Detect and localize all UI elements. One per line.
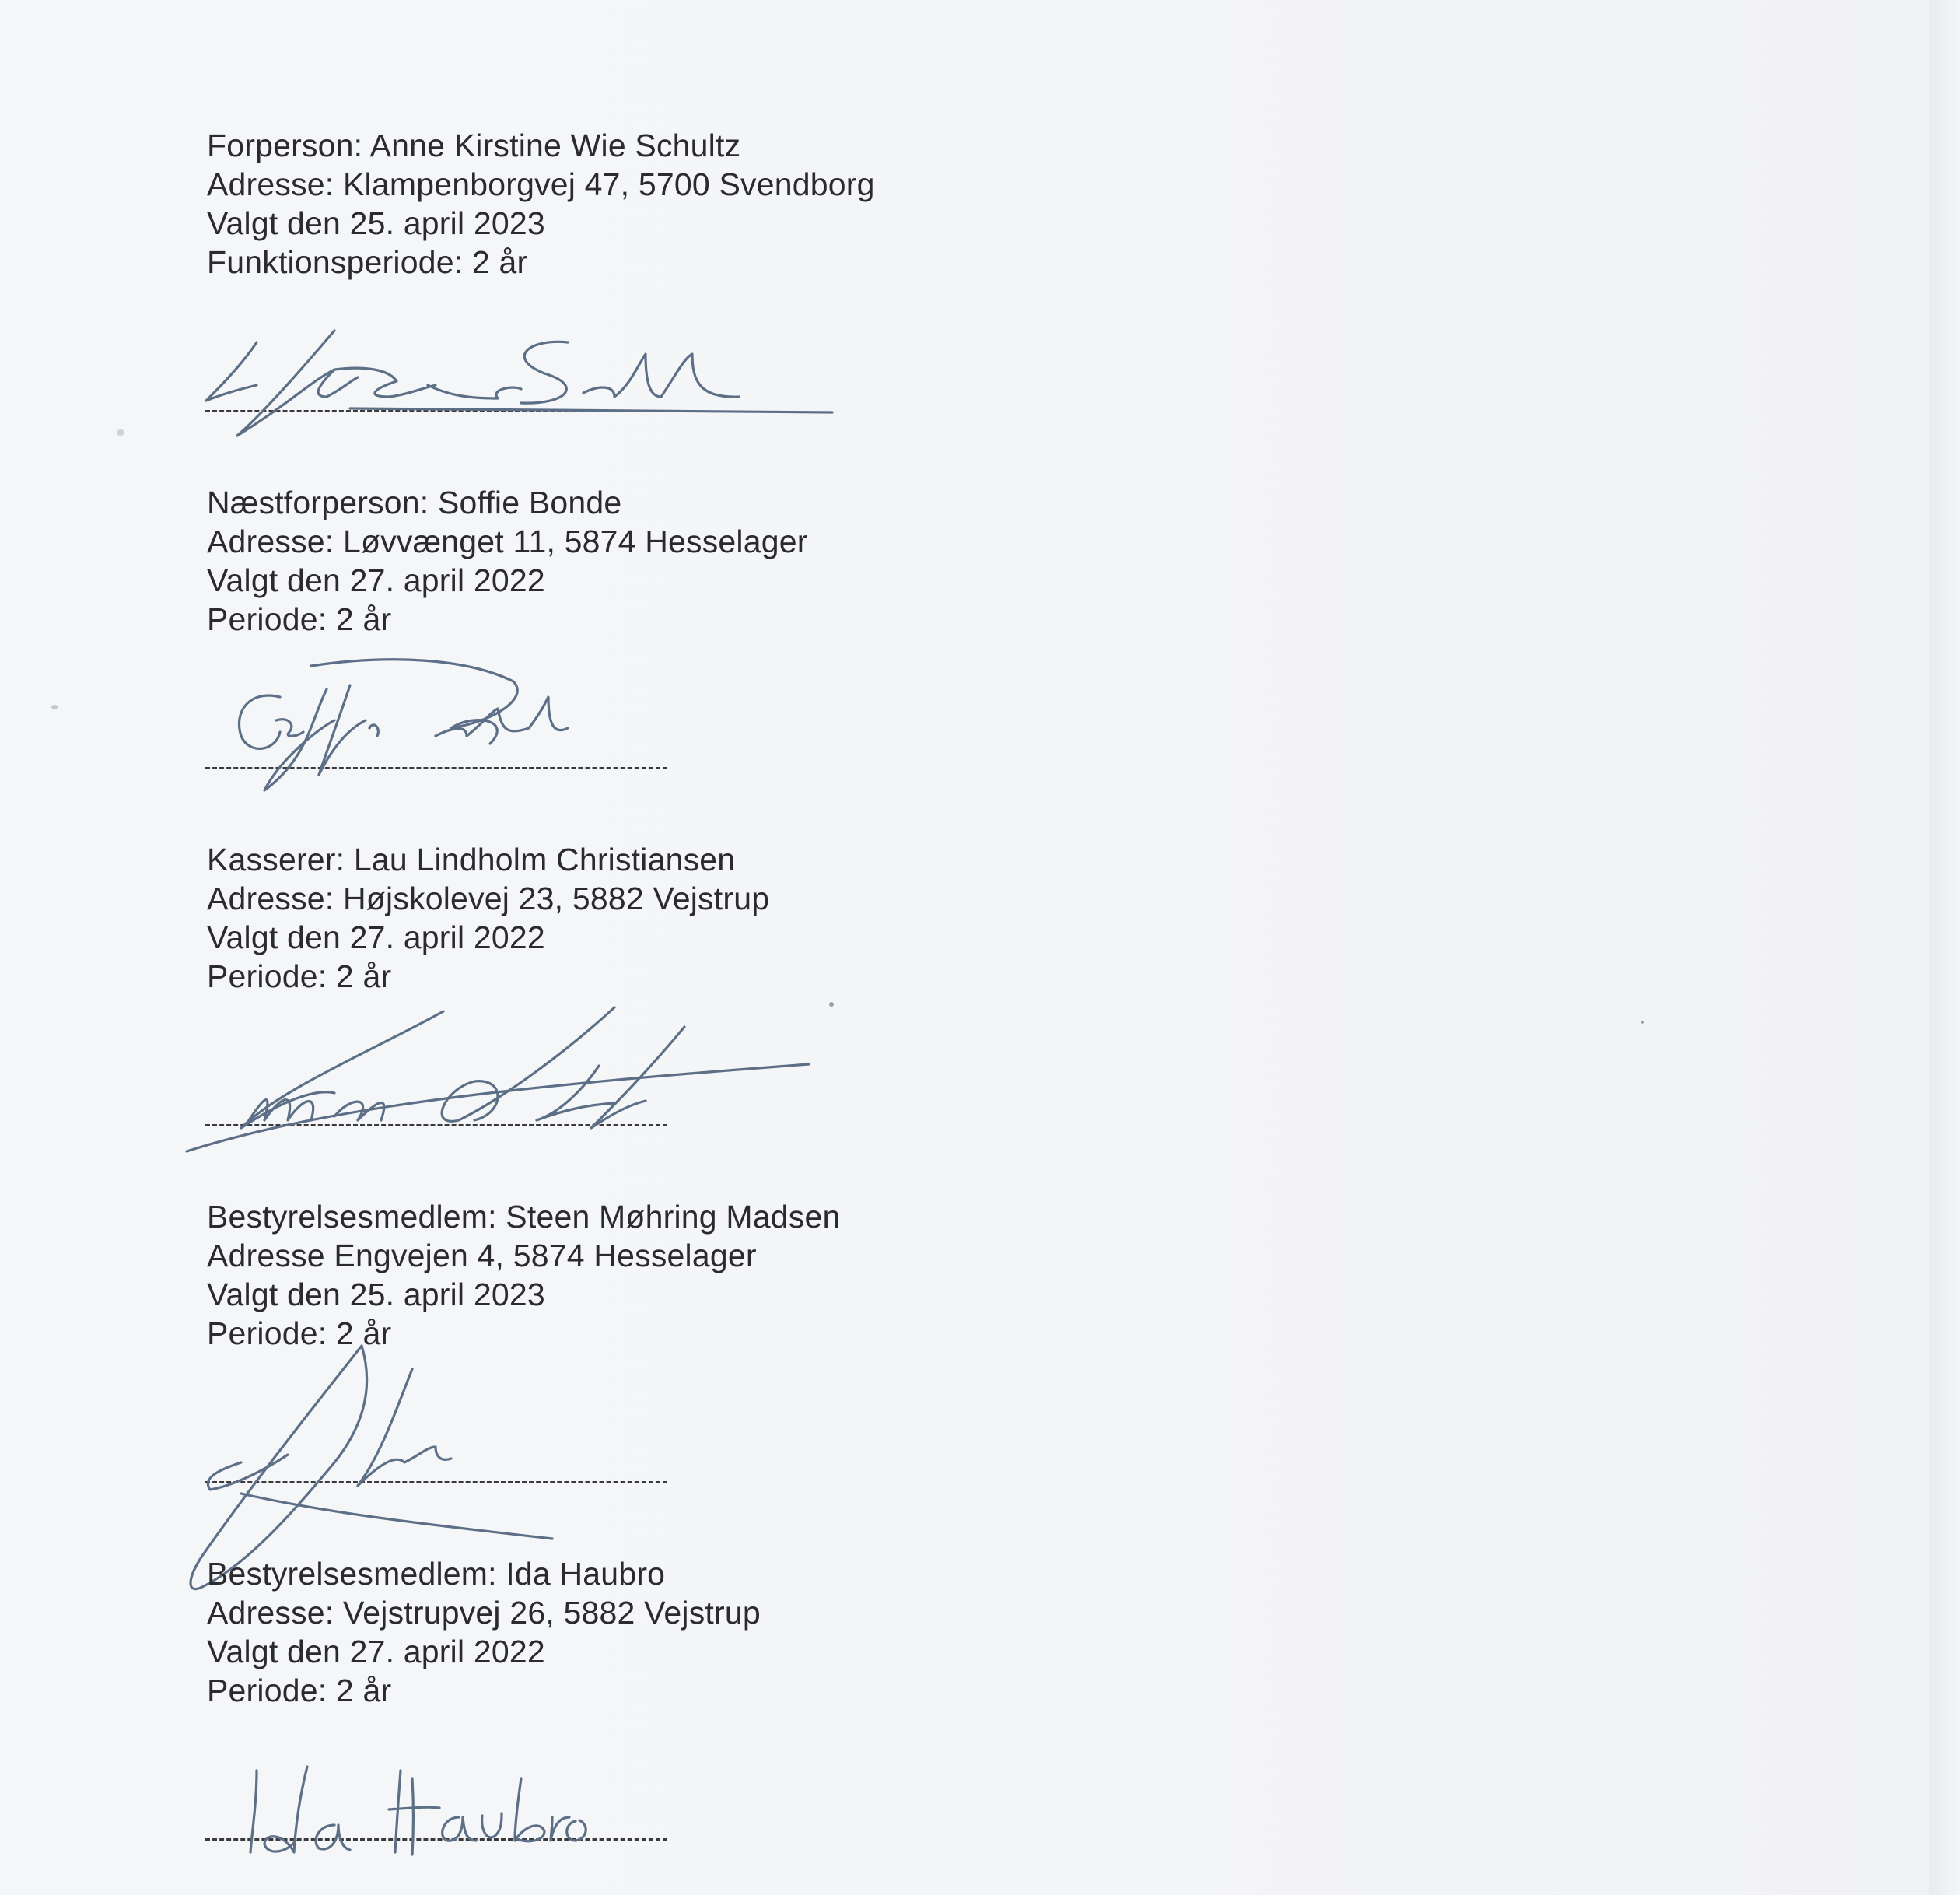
- period-line: Funktionsperiode: 2 år: [207, 244, 528, 280]
- role-line: Næstforperson: Soffie Bonde: [207, 485, 622, 520]
- elected-line: Valgt den 27. april 2022: [207, 919, 545, 955]
- role-line: Forperson: Anne Kirstine Wie Schultz: [207, 128, 741, 163]
- address-line: Adresse: Højskolevej 23, 5882 Vejstrup: [207, 881, 770, 916]
- address-line: Adresse: Klampenborgvej 47, 5700 Svendborg: [207, 166, 875, 202]
- signature-image: [233, 1763, 599, 1864]
- period-line: Periode: 2 år: [207, 1315, 392, 1351]
- period-line: Periode: 2 år: [207, 958, 392, 994]
- elected-line: Valgt den 27. april 2022: [207, 1634, 545, 1669]
- page-edge: [1929, 0, 1960, 1895]
- signature-image: [233, 650, 576, 798]
- scan-speck: [51, 705, 58, 709]
- role-line: Bestyrelsesmedlem: Steen Møhring Madsen: [207, 1199, 841, 1235]
- elected-line: Valgt den 25. april 2023: [207, 205, 545, 241]
- address-line: Adresse: Løvvænget 11, 5874 Hesselager: [207, 524, 808, 559]
- period-line: Periode: 2 år: [207, 1673, 392, 1708]
- elected-line: Valgt den 27. april 2022: [207, 562, 545, 598]
- board-member-entry: [207, 840, 1374, 996]
- role-line: Bestyrelsesmedlem: Ida Haubro: [207, 1556, 666, 1592]
- scan-speck: [1641, 1021, 1644, 1024]
- board-member-entry: [207, 1197, 1374, 1353]
- scan-speck: [829, 1002, 834, 1007]
- address-line: Adresse: Vejstrupvej 26, 5882 Vejstrup: [207, 1595, 761, 1631]
- period-line: Periode: 2 år: [207, 601, 392, 637]
- board-member-entry: [207, 126, 1374, 282]
- signature-image: [194, 311, 848, 443]
- board-member-entry: [207, 1554, 1374, 1710]
- board-member-entry: [207, 483, 1374, 639]
- scan-speck: [117, 429, 124, 436]
- signature-image: [179, 1004, 824, 1159]
- elected-line: Valgt den 25. april 2023: [207, 1277, 545, 1312]
- address-line: Adresse Engvejen 4, 5874 Hesselager: [207, 1238, 757, 1273]
- role-line: Kasserer: Lau Lindholm Christiansen: [207, 842, 736, 877]
